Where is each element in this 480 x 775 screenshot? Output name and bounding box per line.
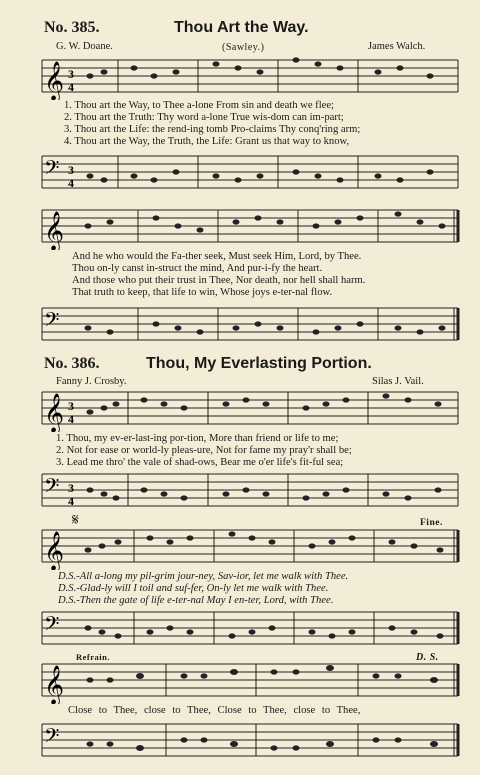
verse-line-1: And he who would the Fa-ther seek, Must seek Him, Lord, by Thee. (72, 251, 362, 262)
refrain-label: Refrain. (76, 652, 110, 662)
bass-clef-icon: 𝄢 (44, 308, 60, 336)
svg-text:3: 3 (68, 163, 74, 177)
treble-staff (38, 204, 462, 250)
refrain-line: Close to Thee, close to Thee, Close to Thee, close to Thee, (68, 705, 361, 716)
segno-icon: 𝄋 (72, 512, 79, 529)
treble-clef-icon: 𝄞 (44, 393, 65, 432)
ds-marking: D. S. (416, 652, 439, 663)
svg-text:4: 4 (68, 412, 74, 426)
svg-text:4: 4 (68, 80, 74, 94)
svg-text:3: 3 (68, 399, 74, 413)
bass-clef-icon: 𝄢 (44, 156, 60, 184)
svg-text:4: 4 (68, 494, 74, 508)
hymn-number: No. 385. (44, 19, 100, 36)
treble-staff (38, 658, 462, 704)
svg-text:4: 4 (68, 176, 74, 190)
svg-text:3: 3 (68, 67, 74, 81)
hymn-author: Fanny J. Crosby. (56, 376, 127, 387)
hymn-number: No. 386. (44, 355, 100, 372)
verse-line-2: 2. Thou art the Truth: Thy word a-lone True wis-dom can im-part; (64, 112, 344, 123)
svg-text:3: 3 (68, 481, 74, 495)
bass-staff (38, 302, 462, 348)
bass-staff (38, 606, 462, 652)
bass-clef-icon: 𝄢 (44, 724, 60, 752)
verse-line-3: D.S.-Then the gate of life e-ter-nal May I en-ter, Lord, with Thee. (58, 595, 334, 606)
treble-staff (38, 54, 462, 100)
verse-line-4: That truth to keep, that life to win, Whose joys e-ter-nal flow. (72, 287, 333, 298)
hymn-author: G. W. Doane. (56, 41, 113, 52)
verse-line-4: 4. Thou art the Way, the Truth, the Life: Grant us that way to know, (64, 136, 350, 147)
verse-line-3: 3. Lead me thro' the vale of shad-ows, Bear me o'er life's fit-ful sea; (56, 457, 344, 468)
verse-line-2: 2. Not for ease or world-ly pleas-ure, Not for fame my pray'r shall be; (56, 445, 352, 456)
hymn-composer: James Walch. (368, 41, 426, 52)
verse-line-3: And those who put their trust in Thee, Nor death, nor hell shall harm. (72, 275, 366, 286)
treble-staff (38, 386, 462, 432)
verse-line-1: 1. Thou art the Way, to Thee a-lone From sin and death we flee; (64, 100, 334, 111)
treble-clef-icon: 𝄞 (44, 665, 65, 704)
treble-clef-icon: 𝄞 (44, 531, 65, 570)
verse-line-1: D.S.-All a-long my pil-grim jour-ney, Sav-ior, let me walk with Thee. (58, 571, 349, 582)
bass-staff (38, 718, 462, 764)
verse-line-3: 3. Thou art the Life: the rend-ing tomb Pro-claims Thy conq'ring arm; (64, 124, 361, 135)
treble-clef-icon: 𝄞 (44, 61, 65, 100)
bass-staff (38, 150, 462, 196)
bass-clef-icon: 𝄢 (44, 612, 60, 640)
bass-staff (38, 468, 462, 514)
hymn-composer: Silas J. Vail. (372, 376, 424, 387)
treble-staff (38, 524, 462, 570)
bass-clef-icon: 𝄢 (44, 474, 60, 502)
verse-line-2: Thou on-ly canst in-struct the mind, And pur-i-fy the heart. (72, 263, 323, 274)
hymn-tune: (Sawley.) (222, 42, 265, 53)
fine-marking: Fine. (420, 518, 443, 528)
verse-line-2: D.S.-Glad-ly will I toil and suf-fer, On-ly let me walk with Thee. (58, 583, 329, 594)
verse-line-1: 1. Thou, my ev-er-last-ing por-tion, More than friend or life to me; (56, 433, 339, 444)
treble-clef-icon: 𝄞 (44, 211, 65, 250)
hymn-title: Thou, My Everlasting Portion. (146, 355, 372, 372)
hymn-title: Thou Art the Way. (174, 19, 309, 36)
